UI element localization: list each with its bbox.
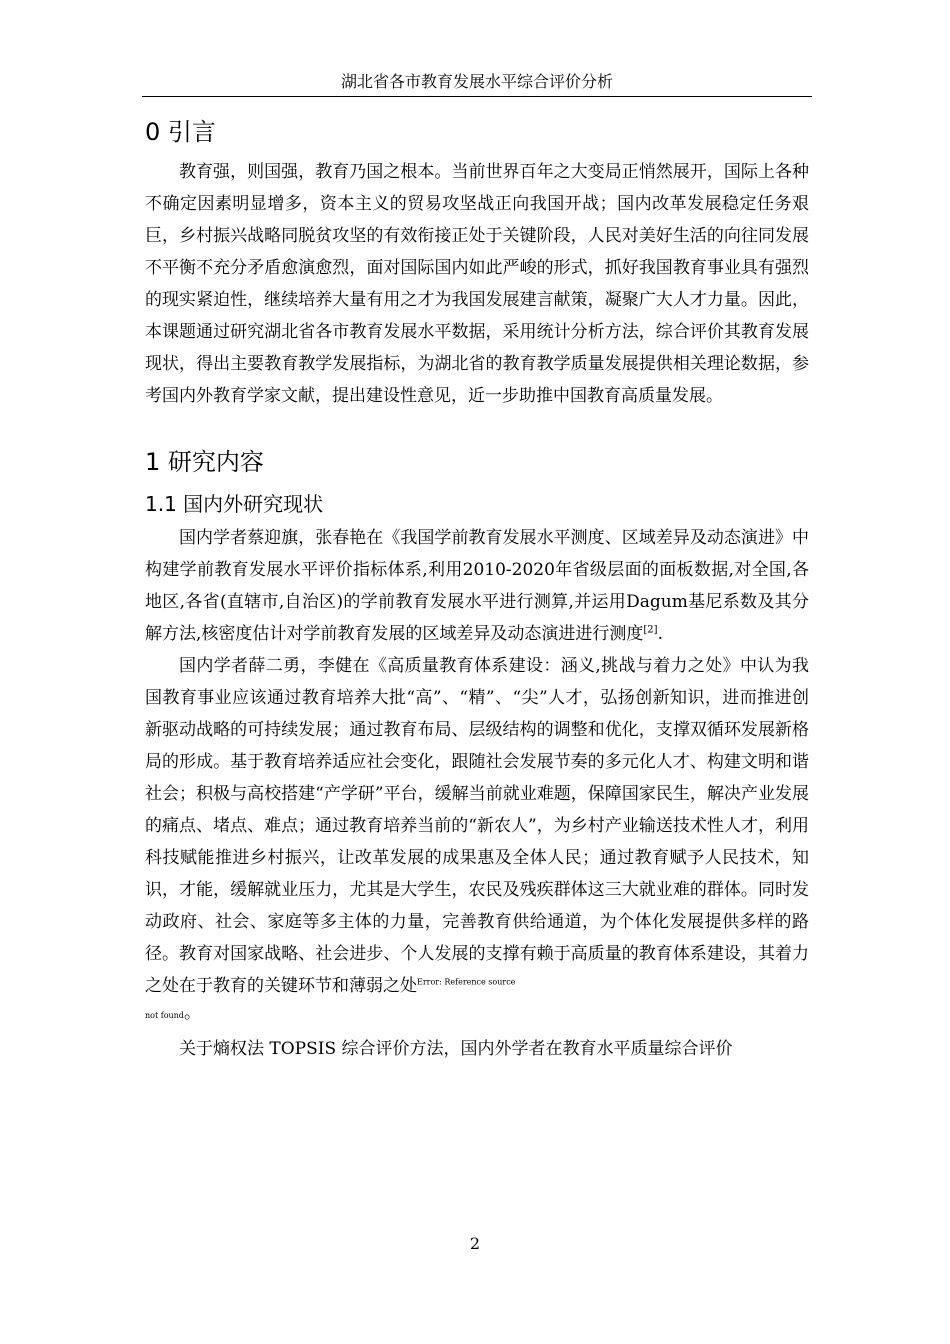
running-header: 湖北省各市教育发展水平综合评价分析 xyxy=(340,72,613,91)
intro-heading: 0 引言 xyxy=(145,118,216,146)
section-1-heading: 1 研究内容 xyxy=(145,448,264,476)
paragraph-xue xyxy=(145,650,809,1027)
paragraph-cai xyxy=(145,522,809,650)
intro-paragraph: 教育强，则国强，教育乃国之根本。当前世界百年之大变局正悄然展开，国际上各种不确定因素明显增多，资本主义的贸易攻坚战正向我国开战；国内改革发展稳定任务艰巨，乡村振兴战略同脱贫攻坚的有效衔接正处于关键阶段，人民对美好生活的向往同发展不平衡不充分矛盾愈演愈烈，面对国际国内如此严峻的形式，抓好我国教育事业具有强烈的现实紧迫性，继续培养大量有用之才为我国发展建言献策，凝聚广大人才力量。因此，本课题通过研究湖北省各市教育发展水平数据，采用统计分析方法，综合评价其教育发展现状，得出主要教育教学发展指标，为湖北省的教育教学质量发展提供相关理论数据，参考国内外教育学家文献，提出建设性意见，近一步助推中国教育高质量发展。 xyxy=(145,162,809,406)
page-body xyxy=(145,112,809,1065)
paragraph-cai-text: 国内学者蔡迎旗，张春艳在《我国学前教育发展水平测度、区域差异及动态演进》中构建学前教育发展水平评价指标体系,利用2010-2020年省级层面的面板数据,对全国,各地区,各省(直辖市,自治区)的学前教育发展水平进行测算,并运用Dagum基尼系数及其分解方法,核密度估计对学前教育发展的区域差异及动态演进进行测度 xyxy=(145,528,809,644)
page-number: 2 xyxy=(469,1234,481,1253)
paragraph-xue-text: 国内学者薛二勇，李健在《高质量教育体系建设：涵义,挑战与着力之处》中认为我国教育事业应该通过教育培养大批“高”、“精”、“尖”人才，弘扬创新知识，进而推进创新驱动战略的可持续发展；通过教育布局、层级结构的调整和优化，支撑双循环发展新格局的形成。基于教育培养适应社会变化，跟随社会发展节奏的多元化人才、构建文明和谐社会；积极与高校搭建“产学研”平台，缓解当前就业难题，保障国家民生，解决产业发展的痛点、堵点、难点；通过教育培养当前的“新农人”，为乡村产业输送技术性人才，利用科技赋能推进乡村振兴，让改革发展的成果惠及全体人民；通过教育赋予人民技术，知识，才能，缓解就业压力，尤其是大学生，农民及残疾群体这三大就业难的群体。同时发动政府、社会、家庭等多主体的力量，完善教育供给通道，为个体化发展提供多样的路径。教育对国家战略、社会进步、个人发展的支撑有赖于高质量的教育体系建设，其着力之处在于教育的关键环节和薄弱之处 xyxy=(145,656,809,996)
paragraph-topsis: 关于熵权法 TOPSIS 综合评价方法，国内外学者在教育水平质量综合评价 xyxy=(179,1039,733,1059)
reference-error-tail: not found。 xyxy=(145,1003,201,1023)
citation-ref[interactable]: [2] xyxy=(643,624,658,636)
header-rule xyxy=(142,96,812,97)
paragraph-xue-end: 。 xyxy=(183,1003,201,1023)
reference-error: Error: Reference source xyxy=(417,977,516,987)
paragraph-cai-end: . xyxy=(657,624,663,644)
section-1-1-heading: 1.1 国内外研究现状 xyxy=(145,492,324,516)
